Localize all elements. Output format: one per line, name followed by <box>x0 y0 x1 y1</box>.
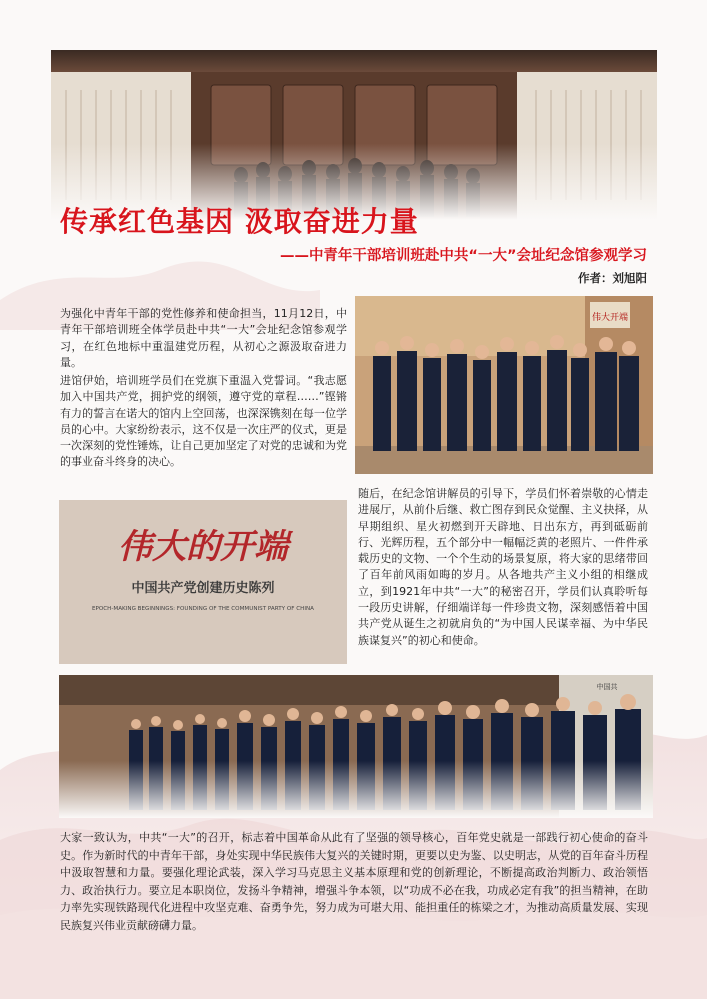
exhibit-title-text: 中国共产党创建历史陈列 <box>131 581 275 596</box>
paragraph-intro: 为强化中青年干部的党性修养和使命担当，11月12日，中青年干部培训班全体学员赴中共“一大”会址纪念馆参观学习，在红色地标中重温建党历程，从初心之源汲取奋进力量。 <box>60 307 347 369</box>
paragraph-oath: 进馆伊始，培训班学员们在党旗下重温入党誓词。“我志愿加入中国共产党，拥护党的纲领，遵守党的章程……”铿锵有力的誓言在诺大的馆内上空回荡，也深深镌刻在每一位学员的心中。大家纷纷表示，这不仅是一次庄严的仪式，更是一次深刻的党性锤炼，让自己更加坚定了对党的忠诚和为党的事业奋斗终身的决心。 <box>60 374 347 469</box>
oath-plaque-text: 伟大开端 <box>591 313 629 323</box>
paragraph-exhibition: 随后，在纪念馆讲解员的引导下，学员们怀着崇敬的心情走进展厅，从前仆后继、救亡图存到民众觉醒、主义抉择，从早期组织、星火初燃到开天辟地、日出东方，再到砥砺前行、光辉历程，五个部分中一幅幅泛黄的老照片、一件件承载历史的文物、一个个生动的场景复原，将大家的思绪带回了百年前风雨如晦的岁月。从各地共产主义小组的相继成立，到1921年中共“一大”的秘密召开，学员们认真聆听每一段历史讲解，仔细端详每一件珍贵文物，深刻感悟着中国共产党从诞生之初就肩负的“为中国人民谋幸福、为中华民族谋复兴”的初心和使命。 <box>358 487 648 647</box>
paragraph-conclusion: 大家一致认为，中共“一大”的召开，标志着中国革命从此有了坚强的领导核心，百年党史就是一部践行初心使命的奋斗史。作为新时代的中青年干部，身处实现中华民族伟大复兴的关键时期，更要以史为鉴、以史明志，从党的百年奋斗历程中汲取智慧和力量。要强化理论武装，深入学习马克思主义基本原理和党的创新理论，不断提高政治判断力、政治领悟力、政治执行力。要立足本职岗位，发扬斗争精神，增强斗争本领，以“功成不必在我，功成必定有我”的担当精神，在助力率先实现铁路现代化进程中攻坚克难、奋勇争先，努力成为可堪大用、能担重任的栋梁之才，为推动高质量发展、实现民族复兴伟业贡献磅礴力量。 <box>60 831 648 932</box>
article-title: 传承红色基因 汲取奋进力量 <box>60 205 419 238</box>
oath-ceremony-photo <box>355 296 653 474</box>
banner-sculpture-photo <box>51 50 657 220</box>
exhibit-calligraphy: 伟大的开端 <box>118 527 288 567</box>
exhibit-wall-photo <box>59 500 347 664</box>
article-author: 作者：刘旭阳 <box>578 271 647 285</box>
group-hall-photo <box>59 675 653 818</box>
exhibit-english-text: EPOCH-MAKING BEGINNINGS: FOUNDING OF THE COMMUNIST PARTY OF CHINA <box>91 606 315 612</box>
article-subtitle: ——中青年干部培训班赴中共“一大”会址纪念馆参观学习 <box>279 248 647 264</box>
